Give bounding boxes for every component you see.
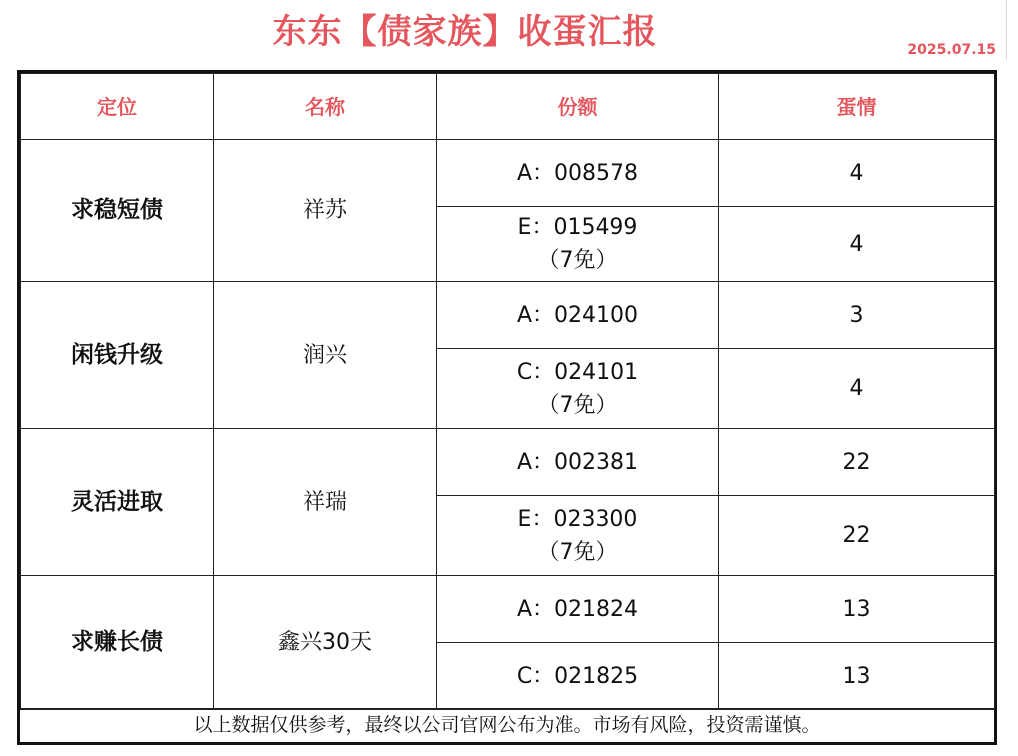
- share-note: （7免）: [537, 539, 618, 565]
- position-cell: 闲钱升级: [21, 282, 214, 429]
- share-code: C：024101: [516, 359, 639, 385]
- share-note: （7免）: [537, 392, 618, 418]
- share-cell: [437, 643, 719, 710]
- table-header-row: [21, 74, 995, 140]
- eggs-cell: 4: [719, 349, 995, 429]
- share-note: （7免）: [537, 248, 618, 273]
- edge-divider: [1006, 0, 1007, 60]
- share-code: A：024100: [516, 302, 639, 328]
- share-code: A：008578: [516, 160, 639, 186]
- eggs-cell: 22: [719, 496, 995, 576]
- share-cell: [437, 576, 719, 643]
- share-cell: [437, 207, 719, 282]
- column-header-name: 名称: [214, 74, 437, 140]
- table-row: [21, 576, 995, 643]
- report-title: 东东【债家族】收蛋汇报: [272, 12, 658, 52]
- eggs-cell: 4: [719, 140, 995, 207]
- holdings-table: [20, 73, 995, 710]
- column-header-share: 份额: [437, 74, 719, 140]
- fund-name-cell: 祥苏: [214, 140, 437, 282]
- share-code: C：021825: [516, 663, 639, 689]
- report-date: 2025.07.15: [907, 42, 996, 58]
- eggs-cell: 13: [719, 643, 995, 710]
- table-row: [21, 282, 995, 349]
- share-code: E：015499: [517, 215, 638, 240]
- eggs-cell: 22: [719, 429, 995, 496]
- column-header-eggs: 蛋情: [719, 74, 995, 140]
- eggs-cell: 3: [719, 282, 995, 349]
- fund-name-cell: 祥瑞: [214, 429, 437, 576]
- share-cell: [437, 349, 719, 429]
- eggs-cell: 4: [719, 207, 995, 282]
- share-cell: [437, 282, 719, 349]
- column-header-position: 定位: [21, 74, 214, 140]
- share-cell: [437, 429, 719, 496]
- disclaimer-text: 以上数据仅供参考，最终以公司官网公布为准。市场有风险，投资需谨慎。: [20, 708, 994, 742]
- report-sheet: [17, 70, 997, 745]
- fund-name-cell: 润兴: [214, 282, 437, 429]
- position-cell: 求赚长债: [21, 576, 214, 710]
- table-row: [21, 429, 995, 496]
- share-code: E：023300: [517, 506, 638, 532]
- share-cell: [437, 496, 719, 576]
- share-cell: [437, 140, 719, 207]
- share-code: A：002381: [516, 449, 639, 475]
- fund-name-cell: 鑫兴30天: [214, 576, 437, 710]
- table-row: [21, 140, 995, 207]
- position-cell: 求稳短债: [21, 140, 214, 282]
- position-cell: 灵活进取: [21, 429, 214, 576]
- share-code: A：021824: [516, 596, 639, 622]
- eggs-cell: 13: [719, 576, 995, 643]
